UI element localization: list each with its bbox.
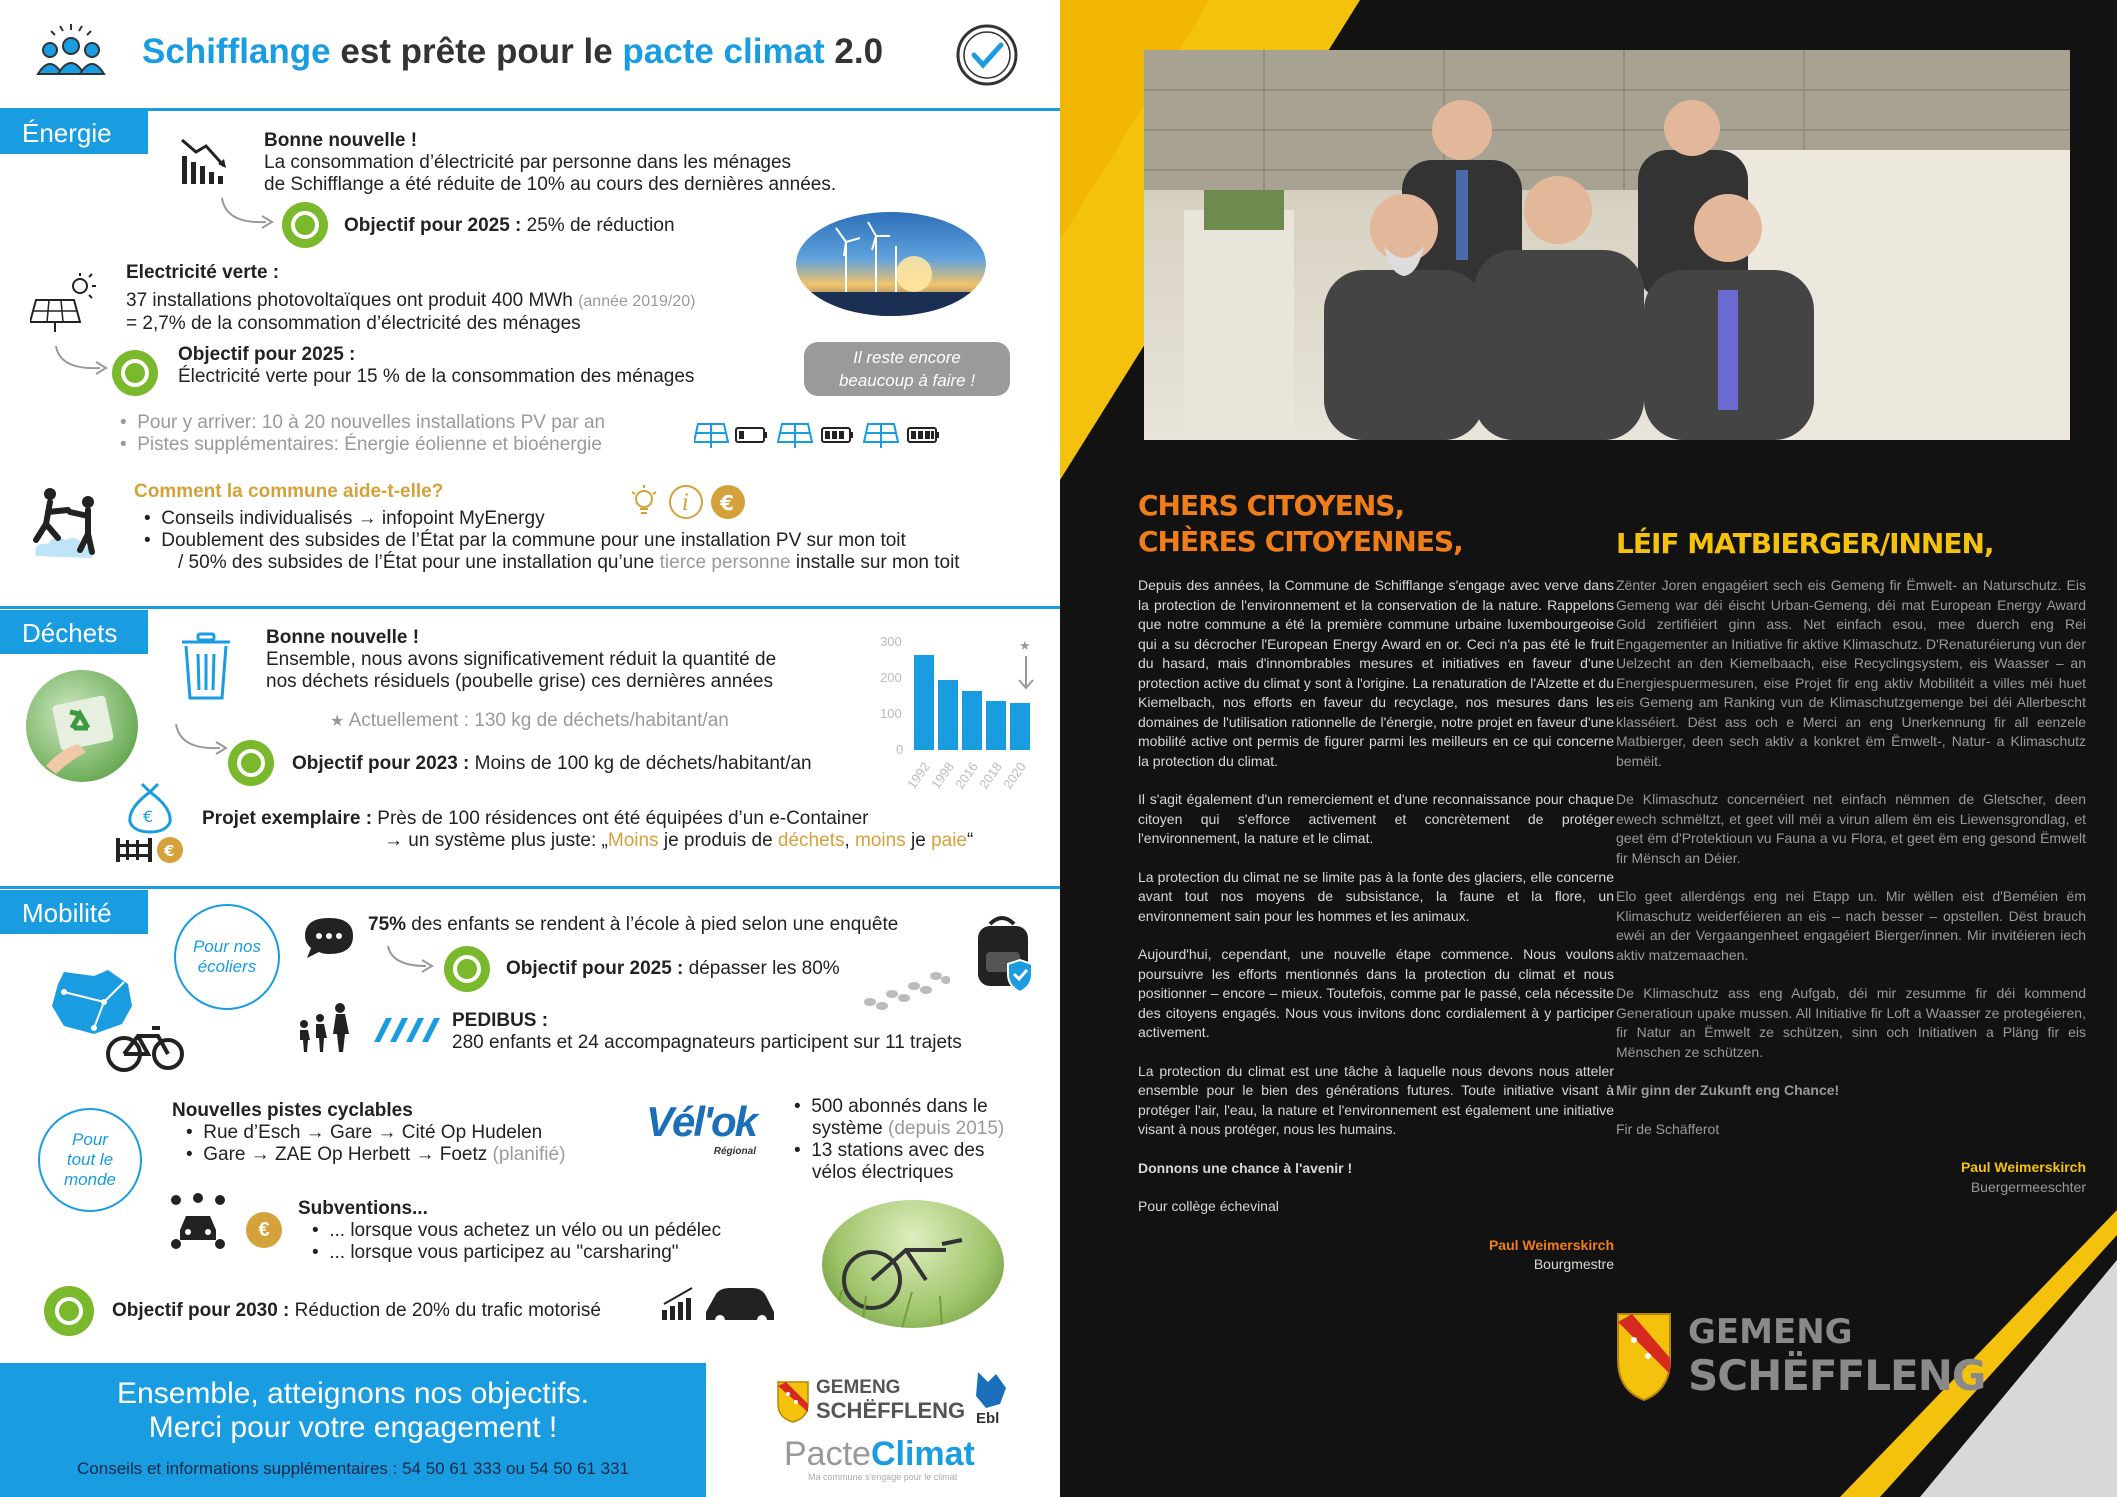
chart-bar — [938, 680, 958, 750]
energie-good-news: Bonne nouvelle ! La consommation d’électricité par personne dans les ménages de Schifflange a été réduite de 10% au cours des dernières années. — [264, 130, 837, 195]
chart-bar — [914, 655, 934, 750]
pacte-climat-logo: PacteClimat Ma commune s'engage pour le climat — [784, 1435, 975, 1482]
x-tick-label: 2018 — [976, 759, 1005, 792]
helping-people-icon — [28, 484, 116, 568]
lu-paragraph: De Klimaschutz concernéiert net einfach nëmmen de Gletscher, deen ewech schmëltzt, et geet vill méi a virun allem ëm eis Liewensgrondlag, et geet ëm d'Protektioun vu Fauna a vu Flora, et geet ëm eng gesond Ëmwelt fir Mënsch an Déier. — [1616, 791, 2086, 866]
page-title: Schifflange est prête pour le pacte climat 2.0 — [142, 32, 884, 71]
fr-paragraph: Donnons une chance à l'avenir ! — [1138, 1159, 1353, 1176]
speech-bubble: Il reste encore beaucoup à faire ! — [804, 342, 1010, 396]
euro-icon: € — [246, 1212, 282, 1248]
fr-heading-2: CHÈRES CITOYENNES, — [1138, 525, 1463, 558]
lu-heading: LÉIF MATBIERGER/INNEN, — [1616, 527, 1994, 560]
pacte-climat-sub: Ma commune s'engage pour le climat — [808, 1472, 958, 1482]
traffic-car-icon — [660, 1282, 780, 1326]
commune-help-list: • Conseils individualisés → infopoint MyEnergy • Doublement des subsides de l’État par la commune pour une installation PV sur mon toit / 50% des subsides de l’État pour une installation qu’une tierce personne installe sur mon toit — [144, 508, 960, 573]
energie-divider — [0, 606, 1060, 609]
energie-bullets: • Pour y arriver: 10 à 20 nouvelles installations PV par an • Pistes supplémentaires: Énergie éolienne et bioénergie — [120, 412, 606, 455]
star-arrow-icon — [1016, 638, 1036, 694]
gemeng-logo-left — [816, 1378, 965, 1424]
checkmark-icon — [954, 22, 1020, 88]
y-tick-label: 0 — [896, 742, 904, 757]
fr-paragraph: La protection du climat ne se limite pas à la fonte des glaciers, elle concerne avant tout nos moyens de subsistance, la faune et la flore, un environnement sain pour les hommes et les animaux. — [1138, 868, 1614, 924]
lu-paragraph: Zënter Joren engagéiert sech eis Gemeng fir Ëmwelt- an Naturschutz. Eis Gemeng war déi éischt Urban-Gemeng, déi mat European Energy Award Gold zertifiéiert ginn ass. Net einfach esou, mee duerch eng Rei Engagementer an Initiative fir aktive Klimaschutz. D'Renaturéierung vun der Uelzecht an den Kiemelbaach, eise Recyclingsystem, eis Waasser – an Energiespuermesuren, eise Projet fir eng aktiv Mobilitéit a villes méi huet eis Gemeng am Ranking vun de Klimaschutzgemenge bei déi Allerbescht klasséiert. Dëst ass och e Merci an eng Unerkennung fir all eenzele Matbierger, deen sech aktiv a konkret ëm Ëmwelt-, Natur- a Klimaschutz bemëit. — [1616, 577, 2086, 769]
mobilite-stat: 75% des enfants se rendent à l’école à pied selon une enquête — [368, 914, 899, 935]
svg-text:€: € — [143, 807, 154, 826]
dechets-good-news: Bonne nouvelle ! Ensemble, nous avons significativement réduit la quantité de nos déchets résiduels (poubelle grise) ces dernières années — [266, 627, 777, 692]
y-tick-label: 200 — [880, 670, 902, 685]
arrow-icon — [172, 722, 232, 758]
chart-bar — [962, 691, 982, 750]
fr-paragraph: Pour collège échevinal — [1138, 1198, 1279, 1214]
arrow-icon — [218, 196, 278, 232]
pedibus-block: PEDIBUS : 280 enfants et 24 accompagnateurs participent sur 11 trajets — [452, 1010, 962, 1053]
gemeng-logo-right-2: SCHËFFLENG — [1688, 1351, 1986, 1400]
dechets-project: Projet exemplaire : Près de 100 résidences ont été équipées d’un e-Container → un système plus juste: „Moins je produis de déchets, moins je paie“ — [202, 808, 974, 851]
bicycle-grass-photo — [822, 1200, 1004, 1328]
lu-paragraph: De Klimaschutz ass eng Aufgab, déi mir zesumme fir déi kommend Generatioun upake mussen. All Initiative fir Loft a Waasser ze protegéieren, fir Natur an Ëmwelt ze schützen, sinn och Initiativen a Pläng fir eis Mënschen ze schützen. — [1616, 985, 2086, 1060]
y-tick-label: 300 — [880, 634, 902, 649]
backpack-icon — [970, 912, 1036, 996]
arrow-icon — [384, 944, 438, 974]
solar-panel-icon — [30, 272, 100, 334]
target-icon — [228, 740, 274, 786]
footer-contact: Conseils et informations supplémentaires : 54 50 61 333 ou 54 50 61 331 — [77, 1459, 629, 1478]
schifflange-coat-of-arms — [1616, 1312, 1672, 1402]
council-photo — [1144, 50, 2070, 440]
lu-role: Buergermeeschter — [1970, 1178, 2086, 1195]
speech-icon — [302, 914, 356, 960]
x-tick-label: 1998 — [928, 759, 957, 792]
velok-logo-sub: Régional — [713, 1146, 756, 1157]
target-icon — [444, 946, 490, 992]
target-icon — [282, 202, 328, 248]
svg-text:★: ★ — [1019, 638, 1031, 653]
section-label-dechets: Déchets — [0, 610, 148, 654]
lu-signature: Paul Weimerskirch — [1960, 1159, 2086, 1175]
carsharing-icon — [166, 1192, 230, 1252]
fr-role: Bourgmestre — [1533, 1256, 1614, 1272]
people-icon — [32, 22, 110, 78]
section-label-energie: Énergie — [0, 110, 148, 154]
fr-paragraph: Depuis des années, la Commune de Schifflange s'engage avec verve dans la protection de l'environnement et la conservation de la nature. Rappelons que notre commune a été la première commune urbaine luxembourgeoise qui a su décrocher l'European Energy Award en or. Ceci n'a pas été le fruit du hasard, mais d'innombrables mesures et initiatives en faveur d'une protection active du climat y sont à l'origine. La renaturation de l'Alzette et du Kiemelbach, nos efforts en faveur du recyclage, nos mesures dans les domaines de l'utilisation rationnelle de l'énergie, notre projet en faveur d'une mobilité active ont permis de figurer parmi les meilleurs en ce qui concerne la protection du climat. — [1138, 577, 1614, 769]
dechets-divider — [0, 886, 1060, 889]
fr-paragraph: Aujourd'hui, cependant, une nouvelle étape commence. Nous voulons poursuivre les efforts mentionnés dans la protection du climat et nous positionner – encore – mieux. Toutefois, comme par le passé, cela nécessite des citoyens engagés. Nous vous invitons donc cordialement à y participer activement. — [1138, 946, 1614, 1040]
fr-paragraph: La protection du climat est une tâche à laquelle nous devons nous atteler ensemble pour le bien des générations futures. Toute initiative visant à protéger l'air, l'eau, la nature et l'environnement est également une initiative visant à nous protéger, nous les humains. — [1138, 1062, 1614, 1137]
money-bag-icon — [114, 778, 184, 864]
lu-letter — [1616, 576, 2086, 1197]
velok-logo-text: Vél'ok — [646, 1098, 757, 1145]
objective-2030: Objectif pour 2030 : Réduction de 20% du trafic motorisé — [112, 1300, 601, 1321]
chart-bar — [1010, 703, 1030, 750]
lu-paragraph: Fir de Schäfferot — [1616, 1120, 1720, 1137]
subsidies-block: Subventions... • ... lorsque vous achetez un vélo ou un pédélec • ... lorsque vous participez au "carsharing" — [298, 1198, 722, 1263]
gemeng-logo-left-2: SCHËFFLENG — [816, 1398, 966, 1423]
ebl-logo — [970, 1368, 1020, 1430]
schifflange-coat-of-arms — [776, 1380, 810, 1424]
arrow-icon — [52, 344, 112, 378]
dechets-current: ★ Actuellement : 130 kg de déchets/habitant/an — [330, 710, 729, 731]
fr-heading-1: CHERS CITOYENS, — [1138, 489, 1405, 522]
solar-battery-icons — [694, 420, 946, 450]
chart-bar — [986, 701, 1006, 750]
cycle-paths-block: Nouvelles pistes cyclables • Rue d’Esch → Gare → Cité Op Hudelen • Gare → ZAE Op Herbett → Foetz (planifié) — [172, 1100, 566, 1165]
trash-bin-icon — [180, 632, 232, 702]
right-page — [1060, 0, 2117, 1497]
velok-logo — [646, 1098, 766, 1168]
footprints-icon — [862, 968, 950, 1010]
recycling-photo — [26, 670, 138, 782]
fr-signature: Paul Weimerskirch — [1488, 1236, 1614, 1253]
svg-text:€: € — [164, 842, 175, 860]
target-icon — [112, 350, 158, 396]
target-icon — [44, 1286, 94, 1336]
x-tick-label: 2016 — [952, 759, 981, 792]
footer-line-2: Merci pour votre engagement ! — [148, 1411, 558, 1444]
lu-paragraph: Elo geet allerdéngs eng nei Etapp un. Mir wëllen eist d'Beméien ëm Klimaschutz weiderféieren an eis – nach besser – opstellen. Dëst brauch ewéi an der Vergaangenheet engagéiert Bierger/innen. Mir invitéieren iech aktiv matzemaachen. — [1616, 888, 2086, 963]
crosswalk-icon — [368, 1016, 446, 1044]
gemeng-logo-right-1: GEMENG — [1688, 1312, 1853, 1352]
waste-chart — [868, 630, 1048, 800]
bubble-tout-le-monde: Pour tout le monde — [38, 1108, 142, 1212]
velok-stats: • 500 abonnés dans le système (depuis 2015) • 13 stations avec des vélos électriques — [794, 1096, 1005, 1183]
footer-line-1: Ensemble, atteignons nos objectifs. — [117, 1377, 589, 1410]
dechets-objective: Objectif pour 2023 : Moins de 100 kg de déchets/habitant/an — [292, 753, 812, 774]
gemeng-logo-right — [1688, 1312, 1985, 1400]
commune-help-title: Comment la commune aide-t-elle? — [134, 481, 444, 502]
y-tick-label: 100 — [880, 706, 902, 721]
section-label-mobilite: Mobilité — [0, 890, 148, 934]
footer-banner — [0, 1363, 706, 1497]
energie-objective-1: Objectif pour 2025 : 25% de réduction — [344, 215, 675, 236]
svg-text:€: € — [720, 491, 734, 515]
fr-paragraph: Il s'agit également d'un remerciement et d'une reconnaissance pour chaque citoyen qui s'efforce activement et concrètement de protéger l'environnement, la nature et le climat. — [1138, 791, 1614, 846]
x-tick-label: 1992 — [904, 759, 933, 792]
declining-chart-icon — [178, 134, 234, 186]
mobilite-objective: Objectif pour 2025 : dépasser les 80% — [506, 958, 840, 979]
fr-heading — [1138, 488, 1463, 560]
lu-paragraph: Mir ginn der Zukunft eng Chance! — [1616, 1082, 1840, 1098]
green-electricity-block: Electricité verte : 37 installations photovoltaïques ont produit 400 MWh (année 2019/20) = 2,7% de la consommation d’électricité des ménages — [126, 262, 696, 334]
bubble-ecoliers: Pour nos écoliers — [174, 904, 280, 1010]
x-tick-label: 2020 — [1000, 759, 1029, 792]
fr-letter — [1138, 576, 1614, 1275]
ebl-logo-text: Ebl — [976, 1410, 1000, 1427]
gemeng-logo-left-1: GEMENG — [816, 1377, 901, 1398]
map-bicycle-icon — [44, 962, 184, 1082]
wind-turbine-photo — [796, 212, 986, 316]
svg-text:i: i — [682, 491, 690, 516]
header-divider — [0, 108, 1060, 111]
family-walking-icon — [296, 1002, 356, 1054]
energie-objective-2: Objectif pour 2025 : Électricité verte pour 15 % de la consommation des ménages — [178, 344, 695, 387]
